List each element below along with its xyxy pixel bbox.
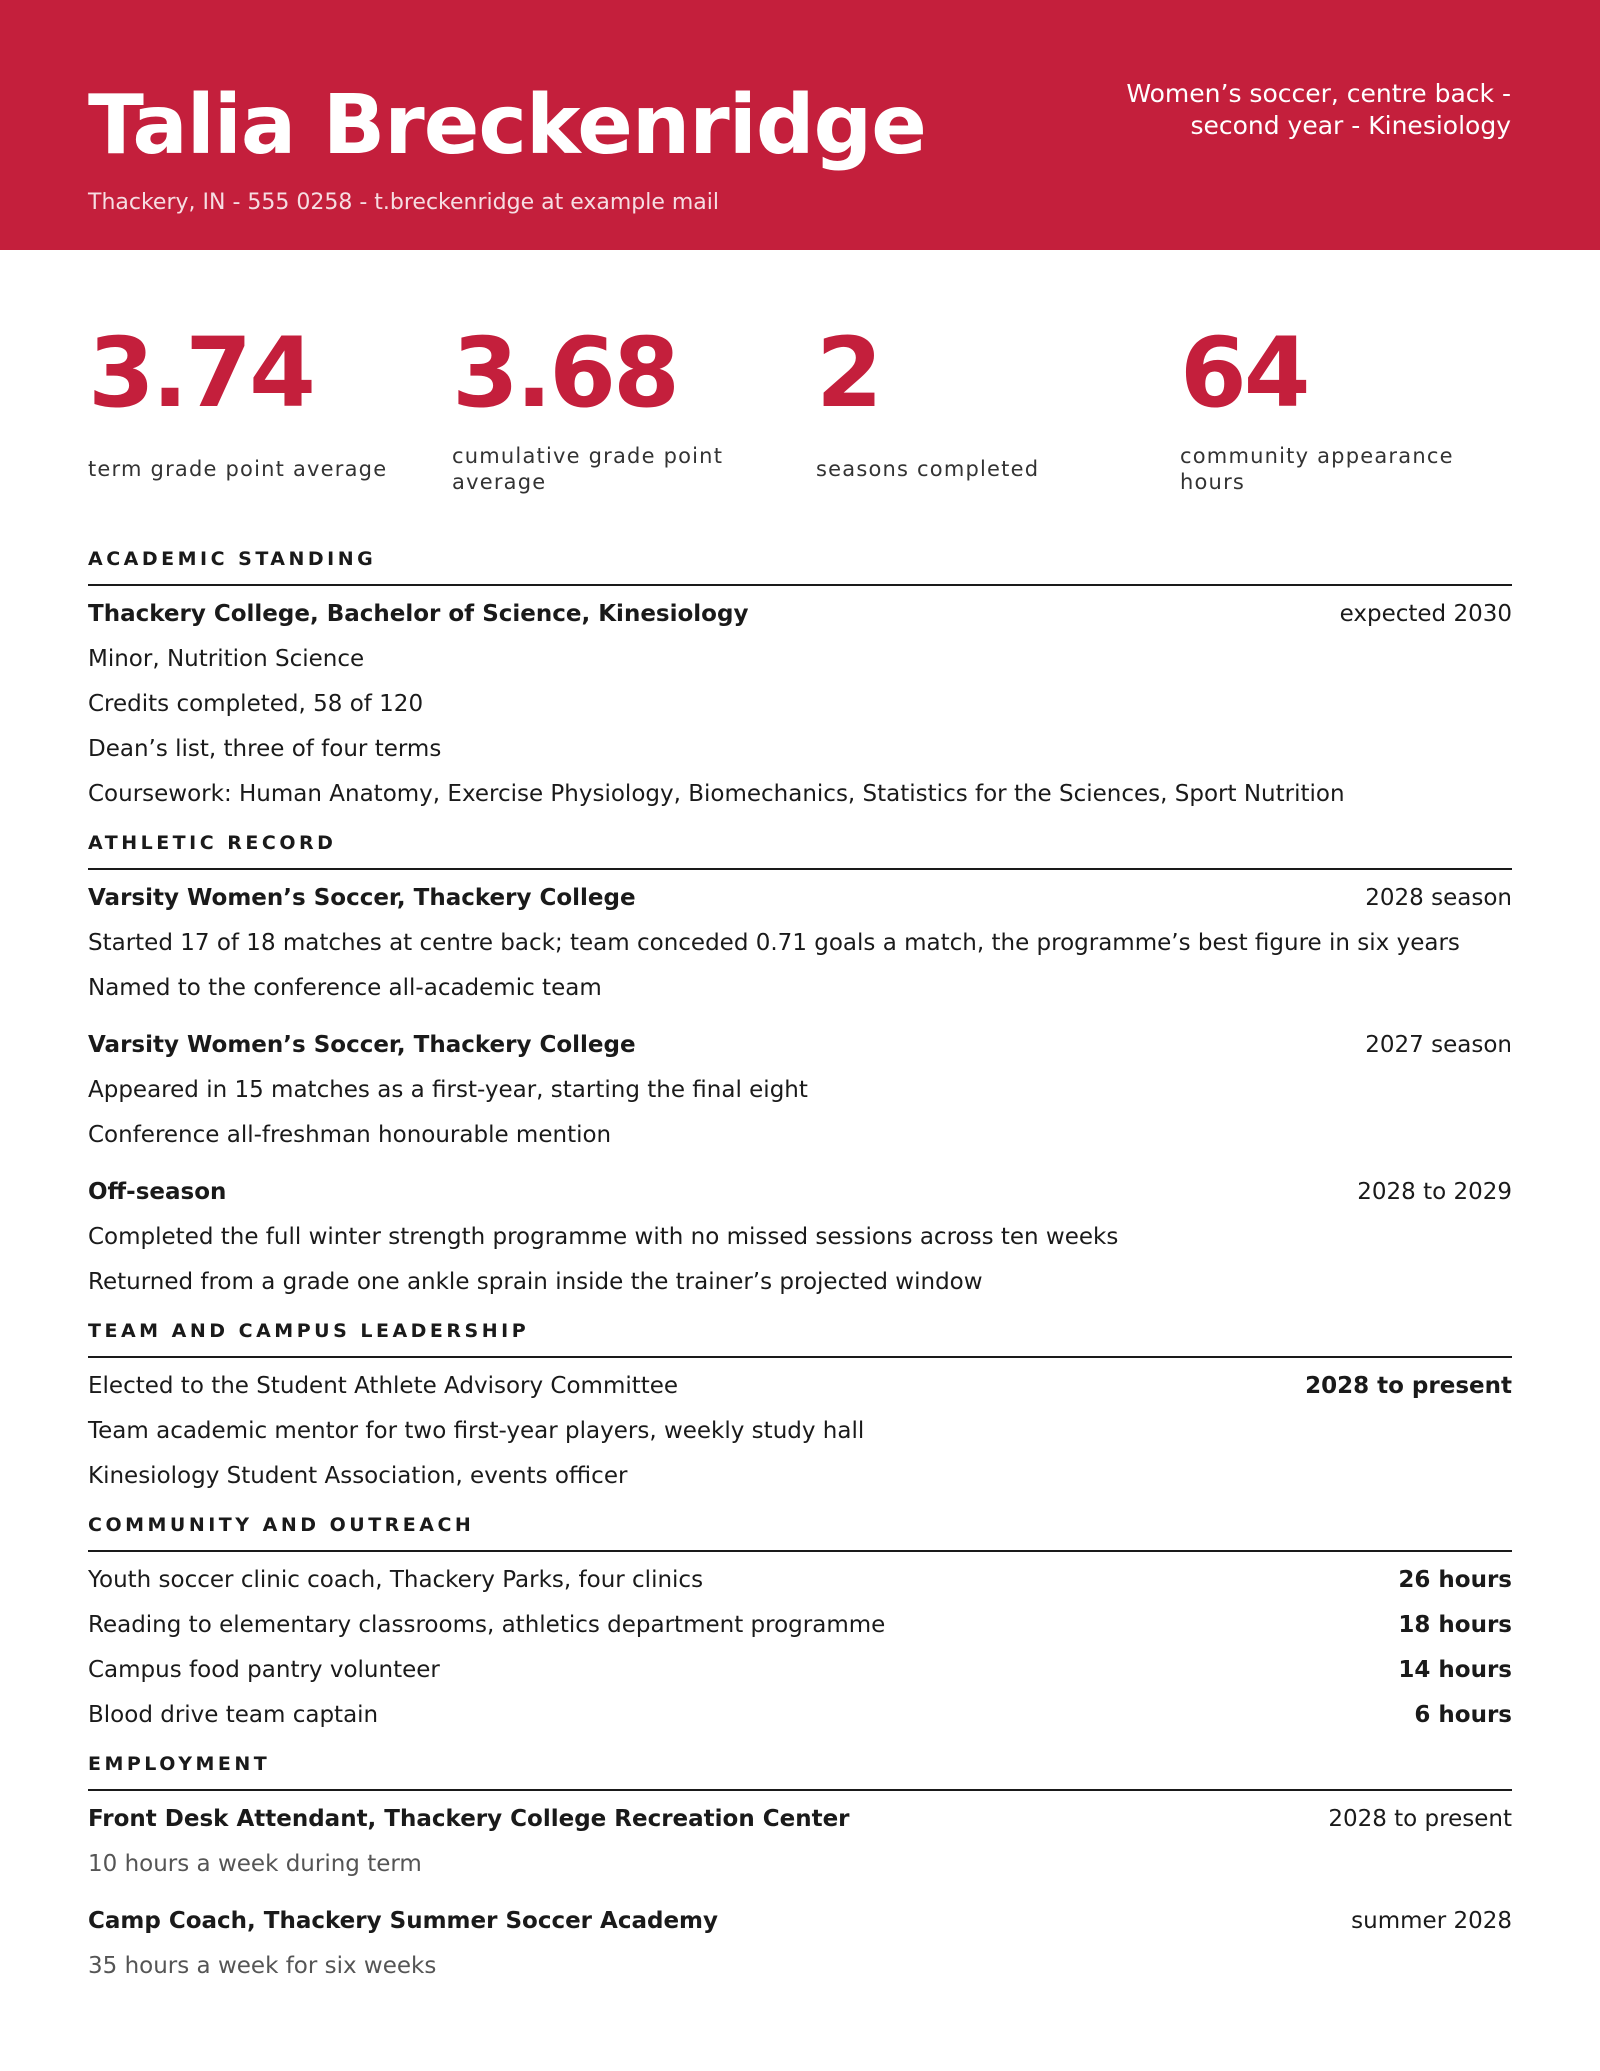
community-row-text: Blood drive team captain <box>88 1702 379 1728</box>
leadership-line: Team academic mentor for two first-year players, weekly study hall <box>88 1418 865 1444</box>
community-row-text: Youth soccer clinic coach, Thackery Parks, four clinics <box>88 1567 704 1593</box>
job-date: 2028 to present <box>1328 1806 1512 1832</box>
section-divider <box>88 1789 1512 1791</box>
section-divider <box>88 584 1512 586</box>
academic-line: Minor, Nutrition Science <box>88 646 365 672</box>
community-row-hours: 14 hours <box>1398 1657 1512 1683</box>
stat-value-community-hours: 64 <box>1180 317 1308 429</box>
athletic-entry-line: Returned from a grade one ankle sprain inside the trainer’s projected window <box>88 1269 983 1295</box>
section-title-academic: ACADEMIC STANDING <box>88 548 377 570</box>
athletic-entry-date: 2027 season <box>1365 1032 1512 1058</box>
tagline <box>991 78 1511 142</box>
job-heading: Front Desk Attendant, Thackery College Recreation Center <box>88 1806 850 1832</box>
section-title-leadership: TEAM AND CAMPUS LEADERSHIP <box>88 1320 530 1342</box>
stat-value-cumulative-gpa: 3.68 <box>452 317 677 429</box>
athletic-entry-date: 2028 to 2029 <box>1357 1179 1512 1205</box>
athletic-entry-date: 2028 season <box>1365 885 1512 911</box>
community-row-hours: 18 hours <box>1398 1612 1512 1638</box>
community-row-text: Campus food pantry volunteer <box>88 1657 440 1683</box>
section-divider <box>88 1550 1512 1552</box>
candidate-name: Talia Breckenridge <box>88 78 926 173</box>
leadership-line: Elected to the Student Athlete Advisory Committee <box>88 1373 679 1399</box>
academic-line: Credits completed, 58 of 120 <box>88 691 424 717</box>
athletic-entry-heading: Off-season <box>88 1179 227 1205</box>
degree-heading: Thackery College, Bachelor of Science, Kinesiology <box>88 601 749 627</box>
job-detail: 35 hours a week for six weeks <box>88 1953 437 1979</box>
leadership-line: Kinesiology Student Association, events officer <box>88 1463 628 1489</box>
degree-date: expected 2030 <box>1339 601 1512 627</box>
job-heading: Camp Coach, Thackery Summer Soccer Academy <box>88 1908 719 1934</box>
stat-value-seasons: 2 <box>816 317 880 429</box>
community-row-hours: 26 hours <box>1398 1567 1512 1593</box>
stat-label-term-gpa: term grade point average <box>88 457 388 481</box>
stat-label-line: community appearance <box>1180 444 1454 468</box>
job-date: summer 2028 <box>1351 1908 1512 1934</box>
tagline-line-2: second year - Kinesiology <box>1190 111 1511 140</box>
athletic-entry-heading: Varsity Women’s Soccer, Thackery College <box>88 885 636 911</box>
stat-label-line: cumulative grade point <box>452 444 724 468</box>
athletic-entry-line: Started 17 of 18 matches at centre back; team conceded 0.71 goals a match, the programme’s best figure in six years <box>88 930 1460 956</box>
athletic-entry-line: Named to the conference all-academic team <box>88 975 602 1001</box>
stat-label-seasons: seasons completed <box>816 457 1040 481</box>
athletic-entry-line: Conference all-freshman honourable mention <box>88 1122 612 1148</box>
athletic-entry-heading: Varsity Women’s Soccer, Thackery College <box>88 1032 636 1058</box>
stat-label-line: hours <box>1180 470 1246 494</box>
community-row-hours: 6 hours <box>1414 1702 1512 1728</box>
job-detail: 10 hours a week during term <box>88 1851 422 1877</box>
academic-line: Dean’s list, three of four terms <box>88 736 442 762</box>
academic-line: Coursework: Human Anatomy, Exercise Physiology, Biomechanics, Statistics for the Sciences, Sport Nutrition <box>88 781 1345 807</box>
athletic-entry-line: Appeared in 15 matches as a first-year, starting the final eight <box>88 1077 808 1103</box>
stat-label-cumulative-gpa <box>452 443 723 495</box>
section-title-athletic: ATHLETIC RECORD <box>88 832 337 854</box>
stat-value-term-gpa: 3.74 <box>88 317 313 429</box>
section-title-community: COMMUNITY AND OUTREACH <box>88 1514 475 1536</box>
stat-label-community-hours <box>1180 443 1454 495</box>
section-title-employment: EMPLOYMENT <box>88 1753 271 1775</box>
tagline-line-1: Women’s soccer, centre back - <box>1126 79 1511 108</box>
header-banner <box>0 0 1600 250</box>
stat-label-line: average <box>452 470 547 494</box>
athletic-entry-line: Completed the full winter strength programme with no missed sessions across ten weeks <box>88 1224 1119 1250</box>
contact-line: Thackery, IN - 555 0258 - t.breckenridge at example mail <box>88 190 720 215</box>
leadership-date: 2028 to present <box>1305 1373 1512 1399</box>
community-row-text: Reading to elementary classrooms, athletics department programme <box>88 1612 886 1638</box>
section-divider <box>88 868 1512 870</box>
section-divider <box>88 1356 1512 1358</box>
